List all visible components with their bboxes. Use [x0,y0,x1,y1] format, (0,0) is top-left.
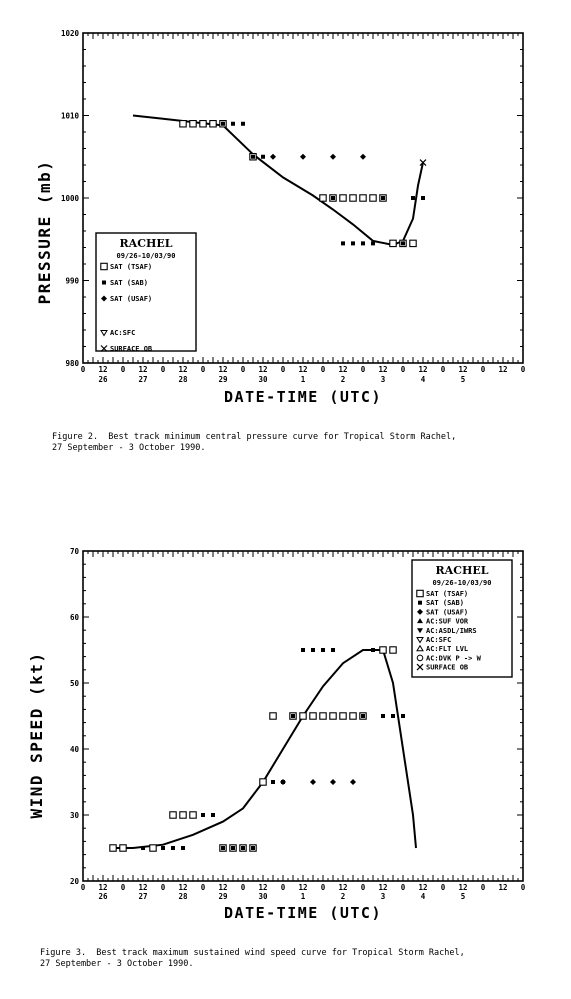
data-point [331,648,335,652]
x-tick-label: 0 [440,365,446,374]
legend-item-label: SAT (SAB) [110,279,148,287]
x-day-label: 29 [218,375,228,384]
legend-title: RACHEL [119,237,173,250]
x-tick-label: 0 [160,883,166,892]
data-point [241,122,245,126]
data-point [270,154,276,160]
y-axis-title: WIND SPEED (kt) [27,651,46,819]
data-point [371,241,375,245]
data-point [171,846,175,850]
x-tick-label: 0 [200,883,206,892]
x-day-label: 26 [98,892,108,901]
x-tick-label: 12 [98,883,108,892]
chart-2 [35,29,526,406]
legend-subtitle: 09/26-10/03/90 [116,252,176,260]
series-sat-sab- [141,648,405,850]
x-day-label: 5 [460,375,466,384]
y-tick-label: 1000 [60,194,79,203]
data-point [231,846,235,850]
data-point [211,813,215,817]
x-day-label: 4 [420,375,426,384]
x-tick-label: 0 [360,883,366,892]
x-tick-label: 0 [520,883,526,892]
data-point [141,846,145,850]
x-tick-label: 12 [378,365,388,374]
data-point [190,121,196,127]
y-tick-label: 30 [69,811,79,820]
data-point [261,155,265,159]
x-tick-label: 12 [258,883,268,892]
data-point [360,154,366,160]
y-tick-label: 1010 [60,111,79,121]
x-tick-label: 0 [280,365,286,374]
data-point [380,647,386,653]
data-point [330,779,336,785]
data-point [341,241,345,245]
x-tick-label: 0 [280,883,286,892]
x-tick-label: 12 [138,365,148,374]
x-tick-label: 0 [360,365,366,374]
x-tick-label: 0 [440,883,446,892]
data-point [321,648,325,652]
x-tick-label: 12 [298,883,308,892]
x-tick-label: 12 [498,883,508,892]
x-day-label: 26 [98,375,108,384]
data-point [181,846,185,850]
data-point [310,779,316,785]
x-tick-label: 12 [418,365,428,374]
x-tick-label: 0 [520,365,526,374]
data-point [361,714,365,718]
x-tick-label: 0 [240,883,246,892]
x-tick-label: 0 [80,883,86,892]
x-day-label: 28 [178,375,188,384]
x-day-label: 2 [340,375,346,384]
data-point [350,779,356,785]
data-point [150,845,156,851]
data-point [390,647,396,653]
x-tick-label: 12 [418,883,428,892]
x-tick-label: 12 [258,365,268,374]
x-day-label: 30 [258,892,268,901]
legend-item-label: SAT (SAB) [426,599,464,608]
x-tick-label: 12 [298,365,308,374]
x-tick-label: 12 [458,365,468,374]
series-sat-usaf- [270,154,366,160]
x-tick-label: 12 [338,365,348,374]
data-point [421,196,425,200]
legend-item-label: AC:FLT LVL [426,645,469,654]
y-tick-label: 70 [69,547,79,556]
x-day-label: 4 [420,892,426,901]
legend [96,233,196,353]
chart-3 [27,547,526,922]
series-sat-tsaf- [110,647,396,851]
data-point [271,780,275,784]
data-point [120,845,126,851]
data-point [320,713,326,719]
data-point [231,122,235,126]
legend-item-label: AC:SFC [110,329,136,337]
x-tick-label: 0 [480,365,486,374]
data-point [201,813,205,817]
x-day-label: 30 [258,375,268,384]
legend-symbol [417,655,423,661]
x-tick-label: 12 [138,883,148,892]
legend-item-label: AC:SFC [426,636,452,644]
data-point [300,713,306,719]
data-point [170,812,176,818]
data-point [330,713,336,719]
y-tick-label: 60 [69,613,79,622]
data-point [390,240,396,246]
data-point [180,812,186,818]
data-point [351,241,355,245]
x-day-label: 27 [138,375,148,384]
data-point [301,648,305,652]
data-point [161,846,165,850]
best-track-curve [113,650,416,848]
x-day-label: 2 [340,892,346,901]
y-tick-label: 40 [69,745,79,754]
legend-item-label: SURFACE OB [110,345,153,353]
y-tick-label: 1020 [60,29,79,38]
x-tick-label: 0 [120,365,126,374]
y-tick-label: 990 [65,276,79,286]
legend-title: RACHEL [435,564,489,577]
legend-symbol [102,281,106,285]
x-tick-label: 0 [320,883,326,892]
legend-item-label: SURFACE OB [426,663,469,672]
data-point [410,240,416,246]
x-tick-label: 12 [218,365,228,374]
x-axis-title: DATE-TIME (UTC) [224,904,382,922]
series-sat-sab- [221,122,425,246]
y-tick-label: 20 [69,877,79,886]
x-tick-label: 0 [160,365,166,374]
data-point [180,121,186,127]
data-point [270,713,276,719]
x-tick-label: 0 [480,883,486,892]
x-tick-label: 0 [400,883,406,892]
legend-subtitle: 09/26-10/03/90 [432,579,492,587]
data-point [331,196,335,200]
x-axis-title: DATE-TIME (UTC) [224,388,382,406]
legend-item-label: AC:SUF VOR [426,617,469,626]
legend-item-label: SAT (USAF) [426,608,469,617]
data-point [210,121,216,127]
data-point [411,196,415,200]
y-tick-label: 50 [69,679,79,688]
data-point [291,714,295,718]
data-point [190,812,196,818]
legend-item-label: SAT (USAF) [110,295,153,303]
data-point [381,196,385,200]
x-tick-label: 0 [80,365,86,374]
x-day-label: 28 [178,892,188,901]
x-tick-label: 0 [200,365,206,374]
x-day-label: 29 [218,892,228,901]
data-point [361,241,365,245]
legend-symbol [418,601,422,605]
figure-2-caption: Figure 2. Best track minimum central pressure curve for Tropical Storm Rachel, 27 September - 3 October 1990. [52,432,457,453]
data-point [370,195,376,201]
data-point [340,195,346,201]
x-tick-label: 12 [218,883,228,892]
legend-item-label: AC:DVK P -> W [426,654,481,663]
series-sat-tsaf- [180,121,416,247]
x-tick-label: 12 [338,883,348,892]
y-tick-label: 980 [65,359,79,368]
x-tick-label: 12 [178,883,188,892]
figure-3-caption: Figure 3. Best track maximum sustained wind speed curve for Tropical Storm Rachel, 27 September - 3 October 1990. [40,948,465,969]
legend-item-label: SAT (TSAF) [110,263,153,271]
data-point [320,195,326,201]
data-point [371,648,375,652]
y-axis-title: PRESSURE (mb) [35,159,54,305]
data-point [360,195,366,201]
x-day-label: 3 [380,375,386,384]
x-tick-label: 0 [320,365,326,374]
x-tick-label: 0 [400,365,406,374]
legend [412,560,512,677]
data-point [241,846,245,850]
data-point [311,648,315,652]
data-point [391,714,395,718]
data-point [350,713,356,719]
x-tick-label: 12 [98,365,108,374]
data-point [401,714,405,718]
data-point [221,122,225,126]
x-day-label: 5 [460,892,466,901]
legend-symbol [417,590,423,596]
best-track-curve [133,116,423,246]
x-day-label: 27 [138,892,148,901]
data-point [330,154,336,160]
data-point [300,154,306,160]
data-point [251,846,255,850]
x-tick-label: 12 [178,365,188,374]
x-tick-label: 12 [458,883,468,892]
data-point [401,241,405,245]
data-point [251,155,255,159]
x-tick-label: 0 [240,365,246,374]
data-point [350,195,356,201]
x-tick-label: 12 [378,883,388,892]
x-day-label: 1 [300,892,306,901]
data-point [110,845,116,851]
x-day-label: 3 [380,892,386,901]
data-point [260,779,266,785]
legend-item-label: SAT (TSAF) [426,590,469,598]
data-point [340,713,346,719]
data-point [280,779,286,785]
x-tick-label: 12 [498,365,508,374]
x-tick-label: 0 [120,883,126,892]
data-point [310,713,316,719]
data-point [200,121,206,127]
data-point [221,846,225,850]
legend-symbol [101,263,107,269]
data-point [381,714,385,718]
x-day-label: 1 [300,375,306,384]
series-sat-usaf- [280,779,356,785]
legend-item-label: AC:ASDL/IWRS [426,626,477,635]
